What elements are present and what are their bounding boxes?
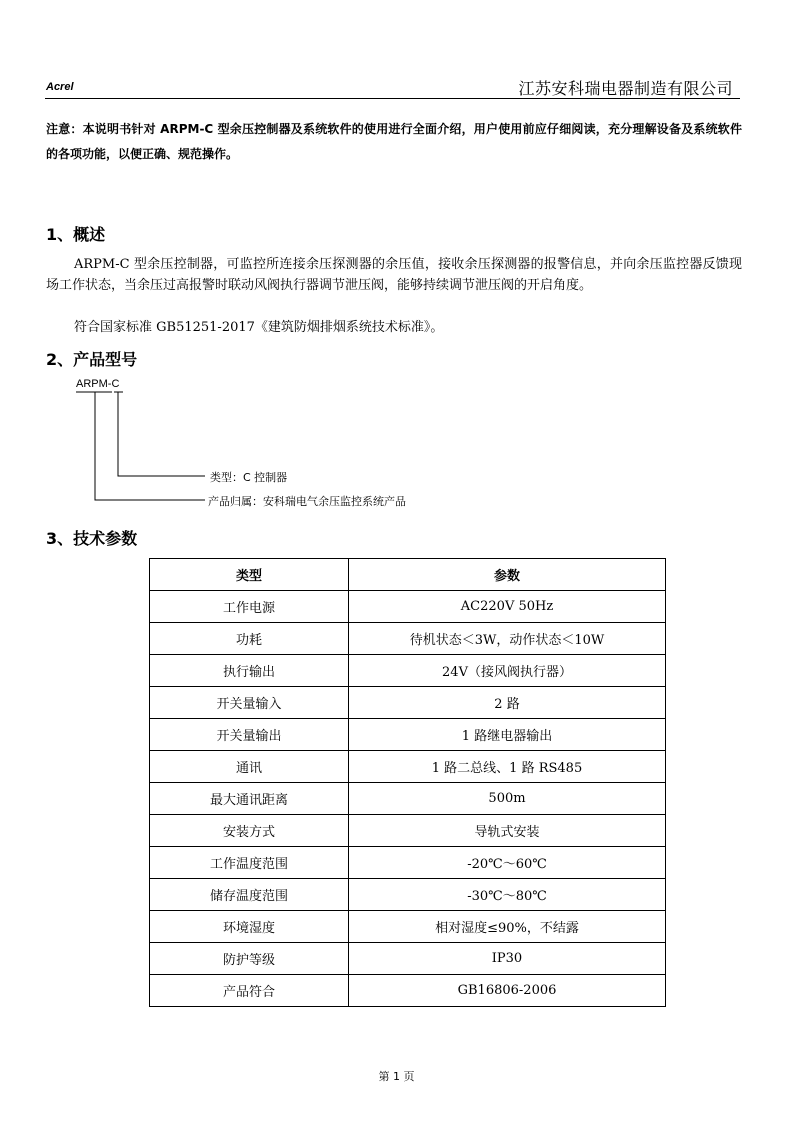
table-row xyxy=(150,719,666,751)
col-header-type: 类型 xyxy=(150,559,349,591)
spec-name: 功耗 xyxy=(150,623,349,655)
spec-name: 通讯 xyxy=(150,751,349,783)
spec-name: 最大通讯距离 xyxy=(150,783,349,815)
section-specs-title: 3、技术参数 xyxy=(46,529,138,548)
spec-name: 安装方式 xyxy=(150,815,349,847)
spec-value: GB16806-2006 xyxy=(349,975,666,1007)
section-overview-title: 1、概述 xyxy=(46,225,106,244)
table-row xyxy=(150,815,666,847)
spec-header-row xyxy=(150,559,666,591)
table-row xyxy=(150,847,666,879)
model-family-label: 产品归属：安科瑞电气余压监控系统产品 xyxy=(208,495,406,508)
spec-table xyxy=(149,558,666,1007)
spec-name: 储存温度范围 xyxy=(150,879,349,911)
spec-value: -30℃～80℃ xyxy=(349,879,666,911)
table-row xyxy=(150,783,666,815)
spec-value: 2 路 xyxy=(349,687,666,719)
table-row xyxy=(150,687,666,719)
table-row xyxy=(150,655,666,687)
standard-paragraph: 符合国家标准 GB51251-2017《建筑防烟排烟系统技术标准》。 xyxy=(74,320,444,335)
spec-value: 1 路二总线、1 路 RS485 xyxy=(349,751,666,783)
spec-name: 工作温度范围 xyxy=(150,847,349,879)
spec-name: 工作电源 xyxy=(150,591,349,623)
spec-name: 执行输出 xyxy=(150,655,349,687)
spec-name: 防护等级 xyxy=(150,943,349,975)
table-row xyxy=(150,751,666,783)
spec-name: 产品符合 xyxy=(150,975,349,1007)
page-number: 第 1 页 xyxy=(378,1070,415,1083)
brand-logo-text: Acrel xyxy=(46,81,74,93)
company-name: 江苏安科瑞电器制造有限公司 xyxy=(518,79,733,98)
connector-type xyxy=(118,392,205,476)
spec-value: -20℃～60℃ xyxy=(349,847,666,879)
spec-name: 环境湿度 xyxy=(150,911,349,943)
spec-value: 500m xyxy=(349,783,666,815)
notice-paragraph: 注意：本说明书针对 ARPM-C 型余压控制器及系统软件的使用进行全面介绍，用户使用前应仔细阅读，充分理解设备及系统软件的各项功能，以便正确、规范操作。 xyxy=(46,122,742,161)
table-row xyxy=(150,975,666,1007)
connector-family xyxy=(95,392,205,500)
spec-value: 24V（接风阀执行器） xyxy=(349,655,666,687)
spec-value: 1 路继电器输出 xyxy=(349,719,666,751)
model-code: ARPM-C xyxy=(76,378,120,390)
header-divider xyxy=(45,98,740,99)
spec-value: 相对湿度≤90%，不结露 xyxy=(349,911,666,943)
section-model-title: 2、产品型号 xyxy=(46,350,138,369)
model-type-label: 类型：C 控制器 xyxy=(210,471,288,484)
spec-value: 待机状态＜3W，动作状态＜10W xyxy=(349,623,666,655)
table-row xyxy=(150,591,666,623)
table-row xyxy=(150,879,666,911)
spec-value: 导轨式安装 xyxy=(349,815,666,847)
col-header-param: 参数 xyxy=(349,559,666,591)
table-row xyxy=(150,943,666,975)
spec-value: AC220V 50Hz xyxy=(349,591,666,623)
table-row xyxy=(150,623,666,655)
spec-value: IP30 xyxy=(349,943,666,975)
spec-name: 开关量输入 xyxy=(150,687,349,719)
spec-name: 开关量输出 xyxy=(150,719,349,751)
table-row xyxy=(150,911,666,943)
overview-paragraph: ARPM-C 型余压控制器，可监控所连接余压探测器的余压值，接收余压探测器的报警信息，并向余压监控器反馈现场工作状态，当余压过高报警时联动风阀执行器调节泄压阀，能够持续调节泄压阀的开启角度。 xyxy=(46,257,742,293)
